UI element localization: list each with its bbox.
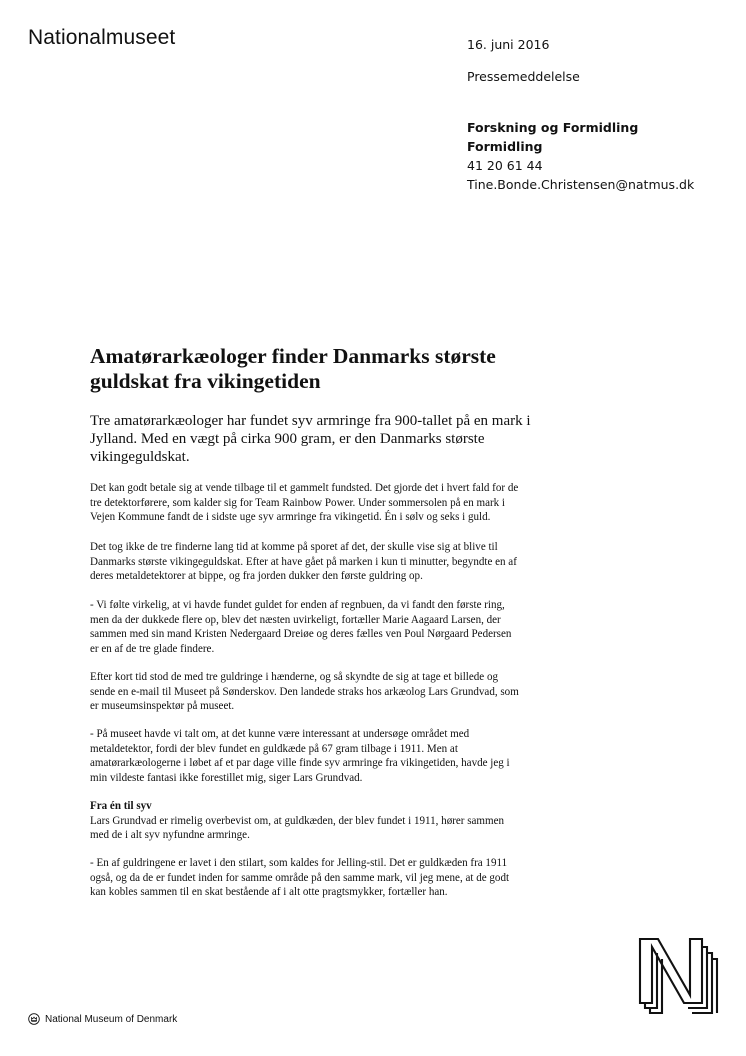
body-line: Det tog ikke de tre finderne lang tid at komme på sporet af det, der skulle vise sig at blive til	[90, 541, 498, 553]
body-line: deres metaldetektorer at bippe, og fra jorden dukker den første guldring op.	[90, 570, 423, 583]
press-date: 16. juni 2016	[467, 37, 550, 52]
body-line: er museumsinspektør på museet.	[90, 700, 235, 713]
brand-wordmark: Nationalmuseet	[28, 26, 176, 49]
body-line: Det kan godt betale sig at vende tilbage til et gammelt fundsted. Det gjorde det i hvert fald for de	[90, 482, 519, 494]
body-line: min vildeste fantasi ikke forestillet mig, siger Lars Grundvad.	[90, 771, 363, 784]
body-line: - Vi følte virkelig, at vi havde fundet guldet for enden af regnbuen, da vi fandt den første ring,	[90, 599, 505, 611]
section-subheading: Fra én til syv	[90, 800, 152, 812]
body-paragraph-6	[90, 815, 504, 842]
lead-line: vikingeguldskat.	[90, 449, 190, 465]
body-line: Vejen Kommune fandt de i sidste uge syv armringe fra vikingetid. Én i sølv og seks i guld.	[90, 511, 491, 524]
nationalmuseet-n-logo-icon	[638, 937, 720, 1015]
body-line: kan kobles sammen til en skat bestående af i alt otte pragtsmykker, fortæller han.	[90, 886, 448, 899]
footer-label: National Museum of Denmark	[45, 1013, 178, 1025]
body-section	[90, 799, 582, 843]
body-paragraph-1	[90, 481, 582, 525]
body-line: er en af de tre glade findere.	[90, 642, 215, 655]
body-line: men da der dukkede flere op, blev det næsten uvirkeligt, fortæller Marie Aagaard Larsen, der	[90, 613, 501, 626]
body-paragraph-5	[90, 727, 582, 785]
body-paragraph-3	[90, 598, 582, 656]
article-lead	[90, 412, 560, 466]
contact-email: Tine.Bonde.Christensen@natmus.dk	[467, 177, 695, 192]
article-headline	[90, 344, 560, 394]
body-paragraph-7	[90, 856, 582, 900]
body-paragraph-4	[90, 670, 582, 714]
body-line: - På museet havde vi talt om, at det kunne være interessant at undersøge området med	[90, 728, 470, 740]
body-line: metaldetektor, fordi der blev fundet en guldkæde på 67 gram tilbage i 1911. Men at	[90, 742, 458, 755]
headline-line: Amatørarkæologer finder Danmarks største	[90, 344, 496, 368]
body-line: - En af guldringene er lavet i den stilart, som kaldes for Jelling-stil. Det er guldkæden fra 1911	[90, 857, 508, 869]
body-line: amatørarkæologerne i løbet af et par dage ville finde syv armringe fra vikingetiden, havde jeg i	[90, 757, 510, 770]
contact-department: Forskning og Formidling	[467, 120, 639, 135]
body-line: også, og da de er fundet inden for samme område på den samme mark, vil jeg mene, at de godt	[90, 871, 510, 884]
body-line: Efter kort tid stod de med tre guldringe i hænderne, og så skyndte de sig at tage et billede og	[90, 671, 499, 683]
body-line: Danmarks største vikingeguldskat. Efter at have gået på marken i kun ti minutter, begyndte en af	[90, 555, 517, 568]
contact-unit: Formidling	[467, 139, 543, 154]
crown-seal-icon	[28, 1013, 40, 1025]
body-line: sammen med sin mand Kristen Nedergaard Dreiøe og deres fælles ven Poul Nørgaard Pedersen	[90, 628, 512, 641]
body-line: sende en e-mail til Museet på Sønderskov. Den landede straks hos arkæolog Lars Grundvad, som	[90, 685, 519, 698]
body-line: med de i alt syv nyfundne armringe.	[90, 829, 250, 842]
lead-line: Tre amatørarkæologer har fundet syv armringe fra 900-tallet på en mark i	[90, 413, 531, 429]
footer	[28, 1013, 177, 1025]
lead-line: Jylland. Med en vægt på cirka 900 gram, er den Danmarks største	[90, 431, 485, 447]
body-line: tre detektorførere, som kalder sig for Team Rainbow Power. Under sommersolen på en mark i	[90, 496, 506, 509]
body-paragraph-2	[90, 540, 582, 584]
body-line: Lars Grundvad er rimelig overbevist om, at guldkæden, der blev fundet i 1911, hører sammen	[90, 814, 505, 827]
contact-phone: 41 20 61 44	[467, 158, 543, 173]
document-type: Pressemeddelelse	[467, 69, 580, 84]
headline-line: guldskat fra vikingetiden	[90, 369, 321, 393]
contact-block	[467, 118, 694, 194]
